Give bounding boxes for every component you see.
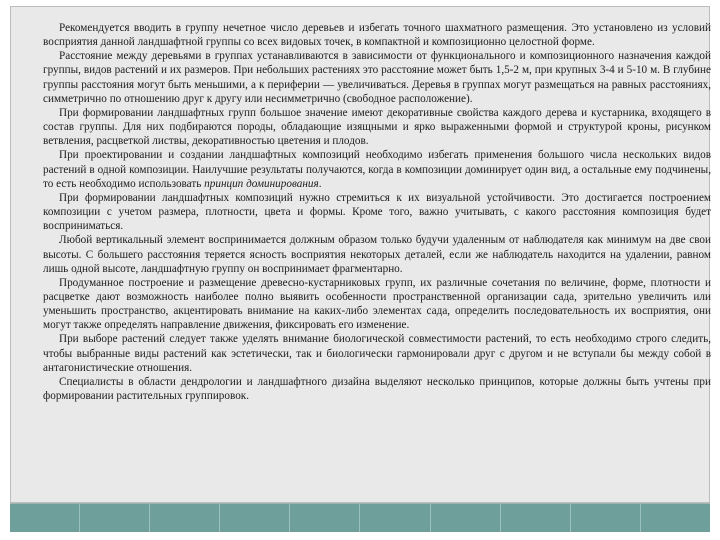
- document-frame: [10, 6, 710, 503]
- band-cell: [641, 504, 710, 532]
- paragraph-4: [43, 148, 711, 190]
- band-cell: [220, 504, 290, 532]
- paragraph-2: Расстояние между деревьями в группах устанавливаются в зависимости от функционального и композиционного назначения каждой группы, видов растений и их размеров. При небольших растениях это расстояние может быть 1,5-2 м, при крупных 3-4 и 5-10 м. В глубине группы расстояния могут быть меньшими, а к периферии — увеличиваться. Деревья в группах могут размещаться на равных расстояниях, симметрично по отношению друг к другу или несимметрично (свободное расположение).: [43, 50, 711, 105]
- band-cell: [571, 504, 641, 532]
- paragraph-4-text: При проектировании и создании ландшафтных композиций необходимо избегать применения большого числа нескольких видов растений в одной композиции. Наилучшие результаты получаются, когда в композиции доминирует один вид, а остальные ему подчинены, то есть необходимо использовать: [43, 149, 711, 190]
- paragraph-4-end: .: [318, 177, 322, 190]
- paragraph-9: Специалисты в области дендрологии и ландшафтного дизайна выделяют несколько принципов, которые должны быть учтены при формировании растительных группировок.: [43, 375, 711, 403]
- band-cell: [10, 504, 80, 532]
- paragraph-1: Рекомендуется вводить в группу нечетное число деревьев и избегать точного шахматного размещения. Это установлено из условий восприятия данной ландшафтной группы со всех видовых точек, в компактной и композиционно целостной форме.: [43, 22, 711, 49]
- document-body: [43, 21, 711, 507]
- paragraph-5: При формировании ландшафтных композиций нужно стремиться к их визуальной устойчивости. Это достигается построением композиции с учетом размера, плотности, цвета и формы. Кроме того, важно учитывать, с какого расстояния композиция будет восприниматься.: [43, 191, 711, 233]
- band-cell: [80, 504, 150, 532]
- paragraph-6: Любой вертикальный элемент воспринимается должным образом только будучи удаленным от наблюдателя как минимум на две свои высоты. С большего расстояния теряется ясность восприятия некоторых деталей, если же наблюдатель находится на удалении, равном лишь одной высоте, ландшафтную группу он воспринимает фрагментарно.: [43, 234, 711, 275]
- band-cell: [501, 504, 571, 532]
- band-cell: [360, 504, 430, 532]
- band-cell: [290, 504, 360, 532]
- decorative-bottom-band: [10, 503, 710, 532]
- paragraph-3: При формировании ландшафтных групп большое значение имеют декоративные свойства каждого дерева и кустарника, входящего в состав группы. Для них подбираются породы, обладающие изящными и ярко выраженными формой и структурой кроны, рисунком ветвления, расцветкой листвы, декоративностью цветения и плодов.: [43, 106, 711, 148]
- band-cell: [150, 504, 220, 532]
- principle-emphasis: принцип доминирования: [204, 177, 319, 190]
- paragraph-8: При выборе растений следует также уделять внимание биологической совместимости растений, то есть необходимо строго следить, чтобы выбранные виды растений как эстетически, так и биологически гармонировали друг с другом и не вступали бы между собой в антагонистические отношения.: [43, 333, 711, 374]
- band-cell: [431, 504, 501, 532]
- paragraph-7: Продуманное построение и размещение древесно-кустарниковых групп, их различные сочетания по величине, форме, плотности и расцветке дают возможность наиболее полно выявить особенности пространственной организации сада, зрительно увеличить или уменьшить пространство, акцентировать внимание на каких-либо элементах сада, определить последовательность их восприятия, они могут также определять направление движения, фиксировать его изменение.: [43, 276, 711, 332]
